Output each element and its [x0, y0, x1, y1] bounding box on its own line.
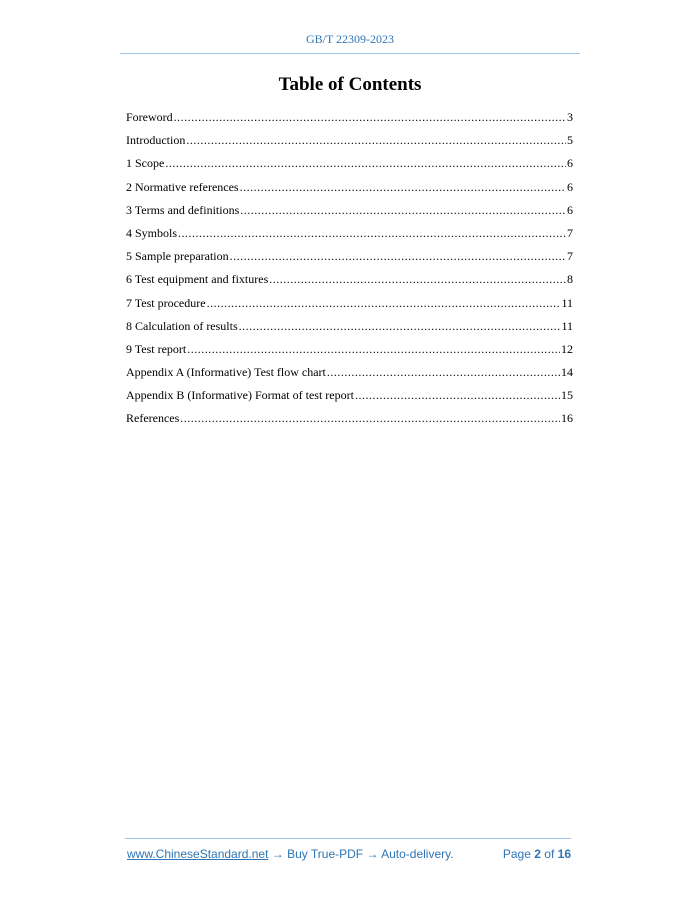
toc-entry[interactable]: [126, 178, 573, 201]
toc-entry-page: 6: [567, 202, 573, 217]
toc-entry[interactable]: [126, 247, 573, 270]
toc-entry-label: 7 Test procedure: [126, 295, 206, 310]
toc-entry[interactable]: [126, 201, 573, 224]
toc-entry[interactable]: [126, 386, 573, 409]
toc-entry[interactable]: [126, 154, 573, 177]
toc-entry[interactable]: [126, 317, 573, 340]
toc-entry-page: 15: [561, 388, 573, 403]
toc-dot-leader: [174, 108, 566, 126]
page-word: Page: [502, 847, 531, 861]
toc-entry-page: 5: [567, 133, 573, 148]
toc-entry-page: 7: [567, 249, 573, 264]
current-page: 2: [534, 847, 541, 861]
toc-entry-page: 11: [561, 318, 573, 333]
toc-entry-label: 8 Calculation of results: [126, 318, 238, 333]
toc-list: [126, 108, 573, 433]
footer-promo-text: → Buy True-PDF → Auto-delivery.: [268, 847, 454, 861]
toc-entry-label: References: [126, 411, 180, 426]
toc-dot-leader: [187, 340, 560, 358]
toc-dot-leader: [240, 178, 566, 196]
toc-entry[interactable]: [126, 340, 573, 363]
toc-entry[interactable]: [126, 363, 573, 386]
toc-entry-label: Introduction: [126, 133, 186, 148]
toc-dot-leader: [178, 224, 566, 242]
toc-entry-label: 9 Test report: [126, 341, 187, 356]
toc-entry-label: 3 Terms and definitions: [126, 202, 240, 217]
toc-dot-leader: [180, 409, 560, 427]
toc-entry[interactable]: [126, 108, 573, 131]
toc-dot-leader: [355, 386, 560, 404]
toc-dot-leader: [186, 131, 566, 149]
total-pages: 16: [557, 847, 571, 861]
toc-dot-leader: [327, 363, 560, 381]
toc-entry-page: 11: [561, 295, 573, 310]
toc-entry-label: 6 Test equipment and fixtures: [126, 272, 269, 287]
toc-entry-page: 6: [567, 156, 573, 171]
toc-entry-page: 8: [567, 272, 573, 287]
toc-title: Table of Contents: [278, 74, 422, 95]
toc-dot-leader: [240, 201, 566, 219]
toc-dot-leader: [230, 247, 566, 265]
toc-dot-leader: [269, 270, 566, 288]
page-header: GB/T 22309-2023: [305, 32, 395, 46]
toc-entry-label: 5 Sample preparation: [126, 249, 229, 264]
toc-entry-label: Appendix B (Informative) Format of test report: [126, 388, 354, 403]
of-word: of: [544, 847, 555, 861]
toc-entry[interactable]: [126, 294, 573, 317]
toc-entry-page: 12: [561, 341, 573, 356]
header-divider: [120, 53, 580, 54]
toc-entry-page: 16: [561, 411, 573, 426]
toc-entry[interactable]: [126, 270, 573, 293]
toc-entry-label: 2 Normative references: [126, 179, 239, 194]
toc-entry[interactable]: [126, 409, 573, 432]
toc-dot-leader: [239, 317, 561, 335]
toc-dot-leader: [207, 294, 561, 312]
toc-entry[interactable]: [126, 131, 573, 154]
toc-entry-label: Appendix A (Informative) Test flow chart: [126, 365, 326, 380]
toc-entry-page: 7: [567, 225, 573, 240]
toc-entry[interactable]: [126, 224, 573, 247]
toc-entry-page: 14: [561, 365, 573, 380]
toc-entry-label: 4 Symbols: [126, 225, 178, 240]
footer-divider: [125, 838, 571, 839]
page-number: [503, 847, 571, 861]
toc-dot-leader: [165, 154, 566, 172]
toc-entry-label: Foreword: [126, 110, 173, 124]
toc-entry-page: 6: [567, 179, 573, 194]
website-link[interactable]: www.ChineseStandard.net: [127, 847, 269, 861]
toc-entry-label: 1 Scope: [126, 156, 165, 171]
footer-promo: [127, 847, 454, 861]
toc-entry-page: 3: [567, 110, 573, 124]
